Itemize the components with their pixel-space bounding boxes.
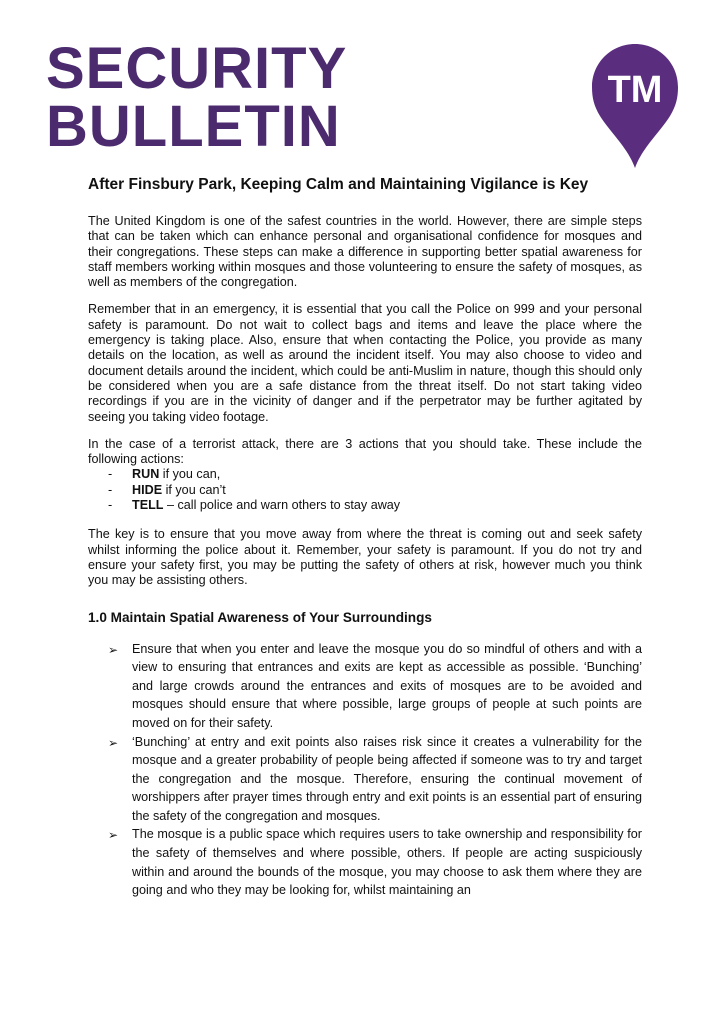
action-keyword: TELL	[132, 498, 164, 513]
action-text: if you can’t	[162, 482, 226, 497]
list-item-text: ‘Bunching’ at entry and exit points also raises risk since it creates a vulnerability for the mosque and a greater probability of people being affected if someone was to try and target the congregation and the mosque. Therefore, ensuring the continual movement of worshippers after prayer times through entry and exit points is an essential part of ensuring the safety of the congregation and mosques.	[132, 734, 642, 823]
article-title: After Finsbury Park, Keeping Calm and Maintaining Vigilance is Key	[88, 176, 589, 193]
actions-list	[88, 467, 642, 513]
action-item-run	[108, 467, 642, 482]
paragraph-actions-intro: In the case of a terrorist attack, there are 3 actions that you should take. These include the following actions:	[88, 436, 642, 467]
list-item	[108, 733, 642, 826]
bulletin-body	[88, 175, 642, 900]
masthead-line-1: SECURITY	[46, 36, 348, 101]
list-item	[108, 825, 642, 899]
list-item	[108, 640, 642, 733]
arrow-bullet-icon: ➢	[108, 735, 119, 750]
action-text: if you can,	[159, 467, 221, 482]
paragraph-intro: The United Kingdom is one of the safest countries in the world. However, there are simple steps that can be taken which can enhance personal and organisational confidence for mosques and their congregations. These steps can make a difference in supporting better spatial awareness for staff members working within mosques and those volunteering to ensure the safety of mosques, as well as members of the congregation.	[88, 214, 642, 290]
arrow-bullet-icon: ➢	[108, 828, 119, 843]
paragraph-key-safety: The key is to ensure that you move away from where the threat is coming out and seek safety whilst informing the police about it. Remember, your safety is paramount. If you do not try and ensure your safety first, you may be putting the safety of others at risk, however much you think you may be assisting others.	[88, 527, 642, 588]
section-heading: 1.0 Maintain Spatial Awareness of Your Surroundings	[88, 609, 432, 625]
action-item-tell	[108, 498, 642, 513]
action-keyword: RUN	[132, 467, 160, 482]
spatial-awareness-list	[88, 640, 642, 900]
masthead-line-2: BULLETIN	[46, 94, 341, 159]
action-item-hide	[108, 483, 642, 498]
list-item-text: The mosque is a public space which requires users to take ownership and responsibility for the safety of themselves and where possible, others. If people are acting suspiciously within and around the bounds of the mosque, you may choose to ask them where they are going and who they may be looking for, whilst maintaining an	[132, 827, 642, 898]
bulletin-masthead	[46, 36, 348, 159]
tm-logo	[592, 44, 678, 168]
arrow-bullet-icon: ➢	[108, 642, 119, 657]
dash-bullet: -	[108, 467, 113, 482]
dash-bullet: -	[108, 482, 113, 497]
action-text: – call police and warn others to stay away	[163, 498, 401, 513]
logo-text: TM	[607, 69, 663, 111]
paragraph-emergency: Remember that in an emergency, it is essential that you call the Police on 999 and your personal safety is paramount. Do not wait to collect bags and items and leave the place where the emergency is taking place. Also, ensure that when contacting the Police, you provide as many details on the location, as well as around the incident itself. You may also choose to video and document details around the incident, which could be anti-Muslim in nature, though this should only be considered when you are a safe distance from the threat itself. Do not start taking video recordings if you are in the vicinity of danger and if the perpetrator may be further agitated by seeing you taking video footage.	[88, 302, 642, 424]
list-item-text: Ensure that when you enter and leave the mosque you do so mindful of others and with a view to ensuring that entrances and exits are kept as accessible as possible. ‘Bunching’ and large crowds around the entrances and exits of mosques are to be avoided and mosques should ensure that where possible, large groups of people at such points are moved on for their safety.	[132, 641, 642, 730]
dash-bullet: -	[108, 498, 113, 513]
action-keyword: HIDE	[132, 482, 163, 497]
